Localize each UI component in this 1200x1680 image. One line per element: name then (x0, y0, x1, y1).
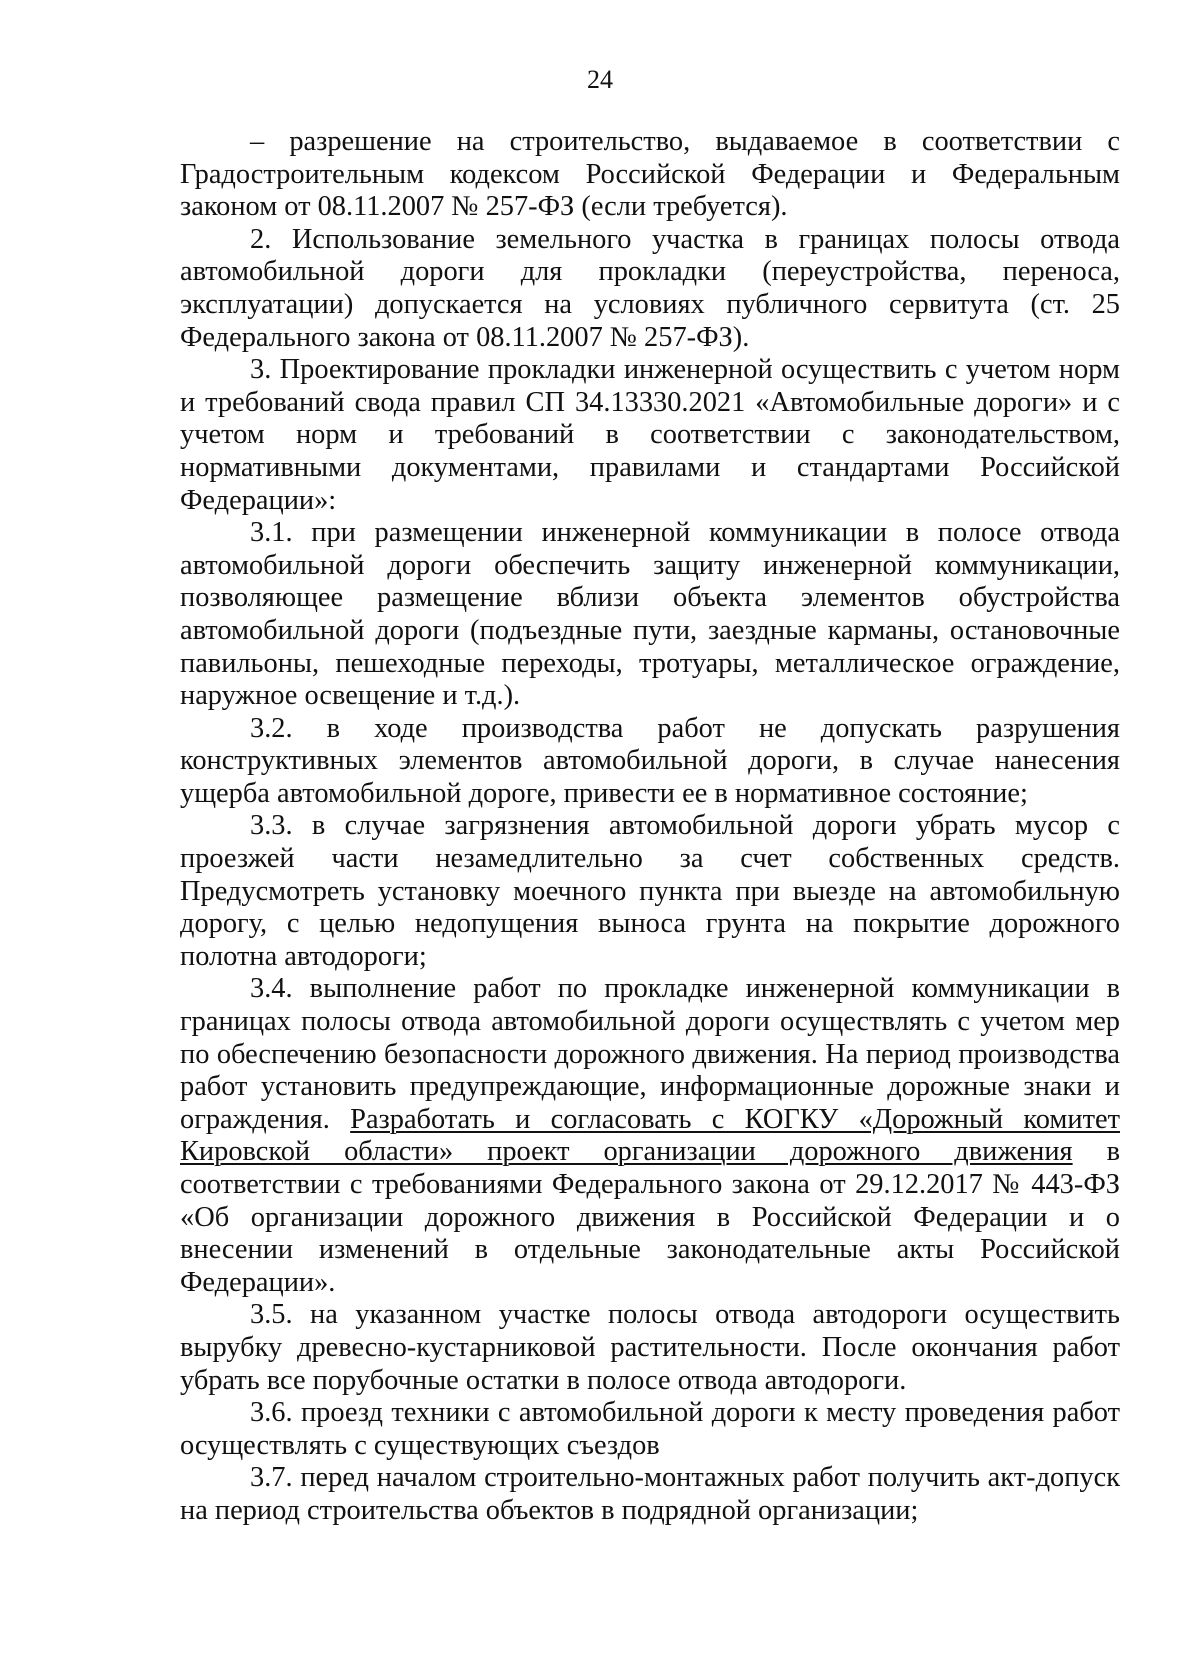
paragraph-permit: – разрешение на строительство, выдаваемое в соответствии с Градостроительным кодексом Российской Федерации и Федеральным законом от 08.11.2007 № 257-ФЗ (если требуется). (180, 126, 1120, 223)
paragraph-3-7: 3.7. перед началом строительно-монтажных работ получить акт-допуск на период строительства объектов в подрядной организации; (180, 1462, 1120, 1526)
page-number: 24 (587, 65, 613, 94)
paragraph-3-5: 3.5. на указанном участке полосы отвода автодороги осуществить вырубку древесно-кустарниковой растительности. После окончания работ убрать все порубочные остатки в полосе отвода автодороги. (180, 1299, 1120, 1396)
paragraph-3-3: 3.3. в случае загрязнения автомобильной дороги убрать мусор с проезжей части незамедлительно за счет собственных средств. Предусмотреть установку моечного пункта при выезде на автомобильную дорогу, с целью недопущения выноса грунта на покрытие дорожного полотна автодороги; (180, 810, 1120, 972)
paragraph-3-4-lead: 3.4. выполнение работ по прокладке инженерной коммуникации в границах полосы отвода автомобильной дороги осуществлять с учетом мер по обеспечению безопасности дорожного движения. На период производства работ установить предупреждающие, информационные дорожные знаки и ограждения. (180, 973, 1120, 1135)
paragraph-3-1: 3.1. при размещении инженерной коммуникации в полосе отвода автомобильной дороги обеспечить защиту инженерной коммуникации, позволяющее размещение вблизи объекта элементов обустройства автомобильной дороги (подъездные пути, заездные карманы, остановочные павильоны, пешеходные переходы, тротуары, металлическое ограждение, наружное освещение и т.д.). (180, 517, 1120, 712)
document-body (180, 126, 1120, 1528)
paragraph-3-4-tail: в соответствии с требованиями Федерального закона от 29.12.2017 № 443-ФЗ «Об организации дорожного движения в Российской Федерации и о внесении изменений в отдельные законодательные акты Российской Федерации». (180, 1136, 1120, 1298)
paragraph-3-2: 3.2. в ходе производства работ не допускать разрушения конструктивных элементов автомобильной дороги, в случае нанесения ущерба автомобильной дороге, привести ее в нормативное состояние; (180, 712, 1120, 809)
paragraph-3-6: 3.6. проезд техники с автомобильной дороги к месту проведения работ осуществлять с существующих съездов (180, 1397, 1120, 1461)
paragraph-3-4-underlined: Разработать и согласовать с КОГКУ «Дорожный комитет Кировской области» проект организации дорожного движения (180, 1103, 1120, 1168)
paragraph-3-4 (180, 973, 1120, 1299)
paragraph-3-design: 3. Проектирование прокладки инженерной осуществить с учетом норм и требований свода правил СП 34.13330.2021 «Автомобильные дороги» и с учетом норм и требований в соответствии с законодательством, нормативными документами, правилами и стандартами Российской Федерации»: (180, 354, 1120, 516)
paragraph-2-land-use: 2. Использование земельного участка в границах полосы отвода автомобильной дороги для прокладки (переустройства, переноса, эксплуатации) допускается на условиях публичного сервитута (ст. 25 Федерального закона от 08.11.2007 № 257-ФЗ). (180, 223, 1120, 353)
